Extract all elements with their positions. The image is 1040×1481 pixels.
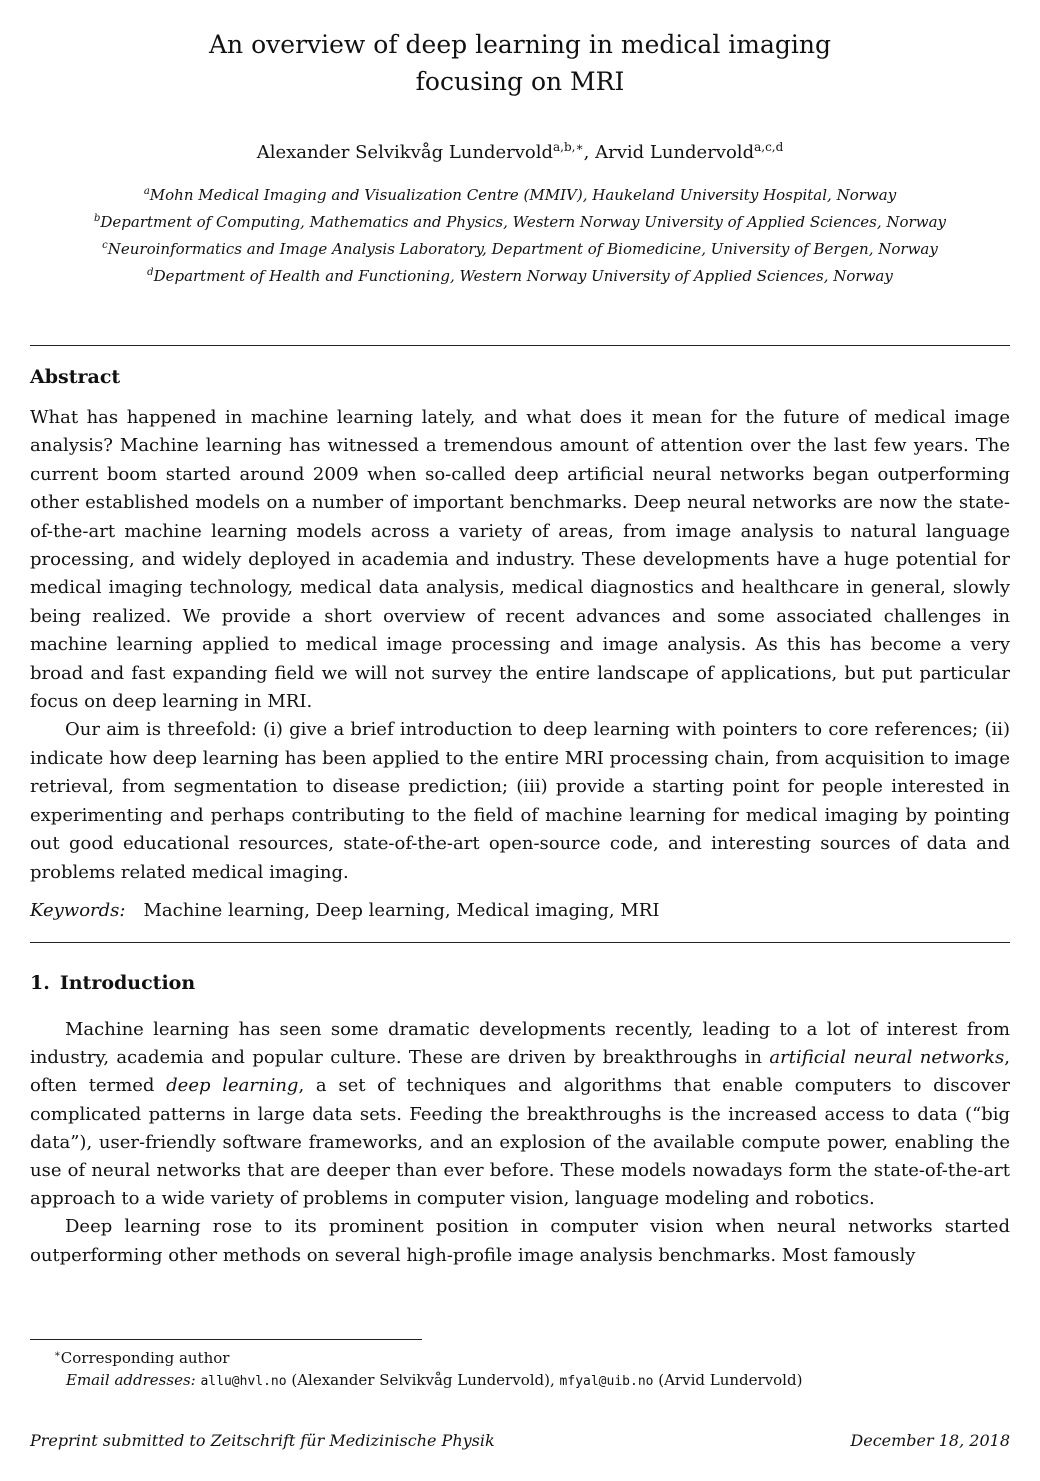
affiliation-text: Neuroinformatics and Image Analysis Laboratory, Department of Biomedicine, University of Bergen, Norway: [107, 240, 938, 258]
footer-journal: Preprint submitted to Zeitschrift für Medizinische Physik: [30, 1431, 495, 1450]
author-affiliation-marks: a,b,∗: [553, 140, 584, 154]
abstract-body: [30, 404, 1010, 887]
affiliation-mark: a: [143, 186, 150, 197]
affiliation-mark: b: [94, 213, 101, 224]
email-label: Email addresses:: [66, 1371, 196, 1389]
section-title: Introduction: [59, 972, 196, 994]
footnote-divider: [30, 1339, 422, 1340]
intro-paragraph-2: Deep learning rose to its prominent position in computer vision when neural networks started outperforming other methods on several high-profile image analysis benchmarks. Most famously: [30, 1216, 1010, 1266]
paper-page: [30, 0, 1010, 1481]
affiliation-text: Department of Health and Functioning, Western Norway University of Applied Sciences, Norway: [153, 267, 893, 285]
paper-title: [30, 26, 1010, 100]
abstract-top-divider: [30, 345, 1010, 346]
affiliation-line: [30, 207, 1010, 234]
abstract-bottom-divider: [30, 942, 1010, 943]
footnote-corresponding-text: Corresponding author: [60, 1349, 230, 1367]
abstract-heading: Abstract: [30, 366, 121, 388]
abstract-paragraph-1: What has happened in machine learning lately, and what does it mean for the future of medical image analysis? Machine learning has witnessed a tremendous amount of attention over the last few years. The current boom started around 2009 when so-called deep artificial neural networks began outperforming other established models on a number of important benchmarks. Deep neural networks are now the state-of-the-art machine learning models across a variety of areas, from image analysis to natural language processing, and widely deployed in academia and industry. These developments have a huge potential for medical imaging technology, medical data analysis, medical diagnostics and healthcare in general, slowly being realized. We provide a short overview of recent advances and some associated challenges in machine learning applied to medical image processing and image analysis. As this has become a very broad and fast expanding field we will not survey the entire landscape of applications, but put particular focus on deep learning in MRI.: [30, 407, 1010, 713]
author-list: [30, 134, 1010, 166]
footnote-corresponding-line: [54, 1344, 1010, 1369]
email-owner-2: (Arvid Lundervold): [658, 1371, 803, 1389]
keywords-line: [30, 897, 1010, 925]
affiliation-mark: d: [147, 267, 154, 278]
author-affiliation-marks: a,c,d: [754, 140, 784, 154]
intro-text: Machine learning has seen some dramatic developments recently, leading to a lot of interest from industry, academia and popular culture. These are driven by breakthroughs in: [30, 1019, 1010, 1069]
email-link-2[interactable]: mfyal@uib.no: [559, 1374, 654, 1389]
affiliation-list: [30, 180, 1010, 288]
abstract-paragraph-2: Our aim is threefold: (i) give a brief introduction to deep learning with pointers to core references; (ii) indicate how deep learning has been applied to the entire MRI processing chain, from acquisition to image retrieval, from segmentation to disease prediction; (iii) provide a starting point for people interested in experimenting and perhaps contributing to the field of machine learning for medical imaging by pointing out good educational resources, state-of-the-art open-source code, and interesting sources of data and problems related medical imaging.: [30, 719, 1010, 883]
section-heading-introduction: [30, 972, 195, 994]
affiliation-line: [30, 180, 1010, 207]
footnote-email-line: [54, 1369, 1010, 1393]
affiliation-text: Mohn Medical Imaging and Visualization Centre (MMIV), Haukeland University Hospital, Norway: [149, 186, 897, 204]
paper-title-line-1: An overview of deep learning in medical imaging: [209, 30, 831, 59]
affiliation-line: [30, 261, 1010, 288]
affiliation-line: [30, 234, 1010, 261]
section-number: 1.: [30, 972, 50, 994]
intro-text: , a set of techniques and algorithms that enable computers to discover complicated patterns in large data sets. Feeding the breakthroughs is the increased access to data (“big data”), user-friendly software frameworks, and an explosion of the available compute power, enabling the use of neural networks that are deeper than ever before. These models nowadays form the state-of-the-art approach to a wide variety of problems in computer vision, language modeling and robotics.: [30, 1075, 1010, 1210]
intro-paragraph-1: [30, 1016, 1010, 1213]
keywords-label: Keywords:: [30, 900, 126, 921]
paper-title-line-2: focusing on MRI: [415, 67, 625, 96]
intro-emphasis: artificial neural networks: [769, 1047, 1005, 1069]
affiliation-mark: c: [102, 240, 108, 251]
keywords-text: Machine learning, Deep learning, Medical imaging, MRI: [143, 900, 660, 921]
email-owner-1: (Alexander Selvikvåg Lundervold),: [291, 1371, 555, 1389]
intro-text: , often termed: [30, 1047, 1010, 1097]
footer-date: December 18, 2018: [850, 1431, 1010, 1450]
author-name: Arvid Lundervold: [595, 142, 755, 163]
introduction-body: [30, 1016, 1010, 1270]
intro-emphasis: deep learning: [166, 1075, 299, 1097]
footnote: [54, 1344, 1010, 1393]
email-link-1[interactable]: allu@hvl.no: [200, 1374, 287, 1389]
author-name: Alexander Selvikvåg Lundervold: [256, 142, 554, 163]
footnote-mark: ∗: [54, 1349, 61, 1360]
affiliation-text: Department of Computing, Mathematics and Physics, Western Norway University of Applied Sciences, Norway: [100, 213, 946, 231]
author-separator: ,: [583, 142, 596, 163]
